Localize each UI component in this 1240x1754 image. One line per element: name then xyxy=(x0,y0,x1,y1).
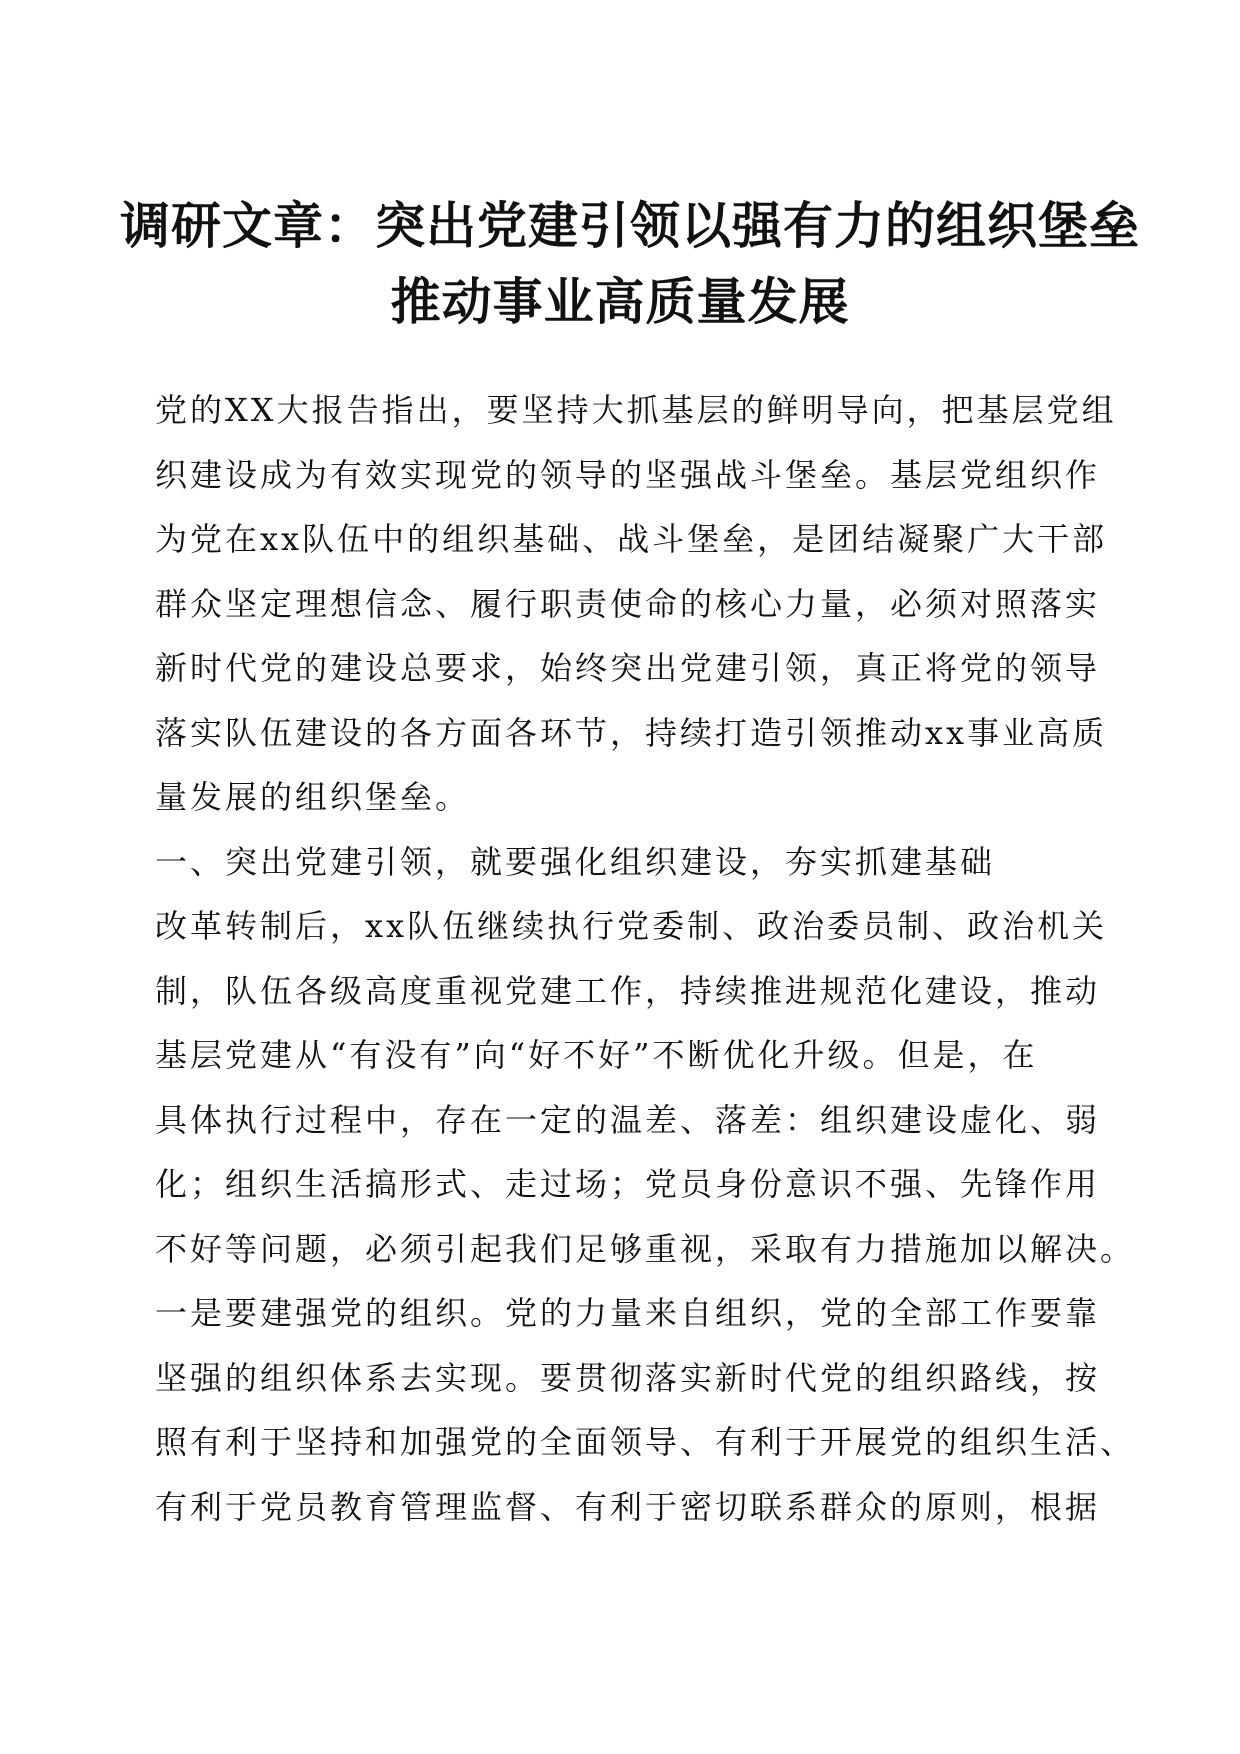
body-text-line: 落实队伍建设的各方面各环节，持续打造引领推动xx事业高质 xyxy=(155,713,1108,752)
body-text-line: 为党在xx队伍中的组织基础、战斗堡垒，是团结凝聚广大干部 xyxy=(155,520,1108,558)
section-heading: 一、突出党建引领，就要强化组织建设，夯实抓建基础 xyxy=(155,842,996,881)
body-text-line: 制，队伍各级高度重视党建工作，持续推进规范化建设，推动 xyxy=(155,971,1101,1010)
body-text-line: 基层党建从“有没有”向“好不好”不断优化升级。但是，在 xyxy=(155,1036,1038,1074)
body-text-line: 织建设成为有效实现党的领导的坚强战斗堡垒。基层党组织作 xyxy=(155,455,1101,494)
document-body xyxy=(155,378,1136,1539)
body-text-line: 有利于党员教育管理监督、有利于密切联系群众的原则，根据 xyxy=(155,1487,1101,1526)
body-text-line: 具体执行过程中，存在一定的温差、落差：组织建设虚化、弱 xyxy=(155,1100,1101,1139)
title-line: 调研文章：突出党建引领以强有力的组织堡垒 xyxy=(120,197,1140,255)
body-text-line: 新时代党的建设总要求，始终突出党建引领，真正将党的领导 xyxy=(155,649,1101,687)
body-text-line: 照有利于坚持和加强党的全面领导、有利于开展党的组织生活、 xyxy=(155,1423,1136,1461)
body-text-line: 坚强的组织体系去实现。要贯彻落实新时代党的组织路线，按 xyxy=(155,1358,1101,1397)
body-text-line: 群众坚定理想信念、履行职责使命的核心力量，必须对照落实 xyxy=(155,584,1101,623)
body-text-line: 不好等问题，必须引起我们足够重视，采取有力措施加以解决。 xyxy=(155,1229,1136,1268)
body-text-line: 党的XX大报告指出，要坚持大抓基层的鲜明导向，把基层党组 xyxy=(155,391,1117,429)
body-text-line: 化；组织生活搞形式、走过场；党员身份意识不强、先锋作用 xyxy=(155,1165,1101,1203)
body-text-line: 改革转制后，xx队伍继续执行党委制、政治委员制、政治机关 xyxy=(155,907,1108,945)
body-text-line: 量发展的组织堡垒。 xyxy=(155,778,471,816)
title-line: 推动事业高质量发展 xyxy=(390,273,850,331)
document-title xyxy=(120,188,1140,340)
body-text-line: 一是要建强党的组织。党的力量来自组织，党的全部工作要靠 xyxy=(155,1294,1101,1332)
